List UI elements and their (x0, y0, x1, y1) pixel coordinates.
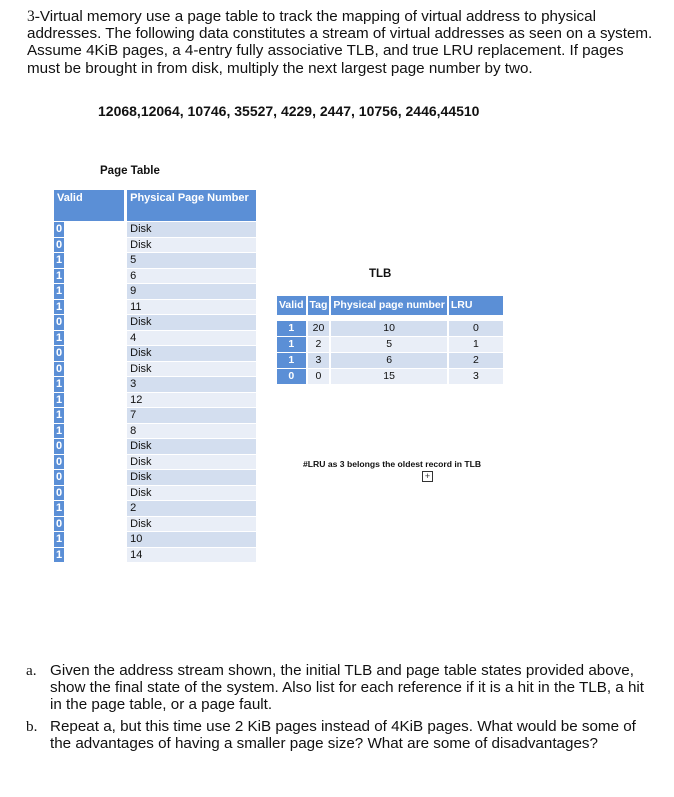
page-table-gap (64, 253, 124, 269)
page-table-gap (64, 424, 124, 440)
expand-icon[interactable]: + (422, 471, 433, 482)
page-table-ppn-cell: 3 (124, 377, 256, 393)
page-table-gap (64, 362, 124, 378)
page-table-ppn-cell: Disk (124, 362, 256, 378)
page-table-gap (64, 408, 124, 424)
tlb-row (277, 352, 505, 368)
tlb-tag-cell: 3 (308, 352, 332, 368)
page-table-ppn-cell: Disk (124, 486, 256, 502)
page-table-valid-cell: 0 (54, 470, 64, 486)
page-table-ppn-cell: 8 (124, 424, 256, 440)
problem-text: Virtual memory use a page table to track the mapping of virtual address to physical addresses. The following data constitutes a stream of virtual addresses as seen on a system. Assume 4KiB pages, a 4-entry fully associative TLB, and true LRU replacement. If pages must be brought in from disk, multiply the next largest page number by two. (27, 8, 653, 77)
problem-statement (27, 8, 657, 77)
tlb-ppn-cell: 15 (331, 368, 448, 384)
page-table-row (54, 346, 256, 362)
page-table-ppn-header: Physical Page Number (124, 190, 256, 222)
page-table-valid-cell: 0 (54, 315, 64, 331)
page-table-row (54, 377, 256, 393)
page-table-ppn-cell: 6 (124, 269, 256, 285)
page-table-row (54, 269, 256, 285)
page-table-valid-cell: 1 (54, 393, 64, 409)
page-table-ppn-cell: Disk (124, 315, 256, 331)
tlb-body (277, 315, 505, 384)
page-table-gap (64, 486, 124, 502)
page-table-row (54, 532, 256, 548)
page-table-row (54, 439, 256, 455)
page-table-row (54, 253, 256, 269)
tlb-row (277, 368, 505, 384)
page-table-valid-cell: 0 (54, 222, 64, 238)
page-table-valid-cell: 0 (54, 238, 64, 254)
tlb-table (277, 296, 505, 384)
tlb-valid-cell: 1 (277, 352, 308, 368)
problem-number: 3- (27, 8, 40, 25)
tlb-lru-cell: 1 (449, 336, 505, 352)
page-table-row (54, 408, 256, 424)
page-table-valid-cell: 0 (54, 439, 64, 455)
page-table-valid-cell: 1 (54, 331, 64, 347)
tlb-lru-cell: 3 (449, 368, 505, 384)
page-table-row (54, 486, 256, 502)
tlb-valid-cell: 1 (277, 336, 308, 352)
page-table-row (54, 331, 256, 347)
question-b (26, 718, 656, 752)
page-table-valid-cell: 0 (54, 517, 64, 533)
page-table-row (54, 362, 256, 378)
page-table-valid-cell: 1 (54, 408, 64, 424)
page-table-valid-cell: 0 (54, 362, 64, 378)
page-table-gap (64, 238, 124, 254)
page-table-ppn-cell: 2 (124, 501, 256, 517)
page-table-row (54, 300, 256, 316)
tlb-tag-cell: 2 (308, 336, 332, 352)
page-table-ppn-cell: Disk (124, 439, 256, 455)
page-table-gap (64, 439, 124, 455)
tlb-row (277, 336, 505, 352)
page-table-ppn-cell: Disk (124, 222, 256, 238)
page-table-ppn-cell: Disk (124, 455, 256, 471)
tlb-ppn-cell: 10 (331, 320, 448, 336)
page-table-ppn-cell: Disk (124, 517, 256, 533)
page-table-row (54, 222, 256, 238)
page-table-body (54, 222, 256, 563)
question-a-text: Given the address stream shown, the initial TLB and page table states provided above, show the final state of the system. Also list for each reference if it is a hit in the TLB, a hit in the page table, or a page fault. (50, 662, 645, 714)
page-table-gap (64, 269, 124, 285)
page-table-row (54, 284, 256, 300)
page-table-gap (64, 548, 124, 564)
lru-note: #LRU as 3 belongs the oldest record in TLB (303, 459, 482, 469)
page-table-row (54, 501, 256, 517)
question-a (26, 662, 656, 714)
tlb-tag-header: Tag (308, 296, 332, 315)
tlb-valid-header: Valid (277, 296, 308, 315)
page-table-ppn-cell: Disk (124, 238, 256, 254)
page-table-ppn-cell: Disk (124, 470, 256, 486)
page-table-valid-cell: 1 (54, 300, 64, 316)
page-table-gap (64, 501, 124, 517)
address-stream: 12068,12064, 10746, 35527, 4229, 2447, 10756, 2446,44510 (98, 103, 480, 119)
page-table-title: Page Table (100, 165, 160, 177)
page-table-ppn-cell: 7 (124, 408, 256, 424)
page-table-ppn-cell: Disk (124, 346, 256, 362)
tlb-tag-cell: 20 (308, 320, 332, 336)
page-table-valid-cell: 1 (54, 532, 64, 548)
page-table-valid-cell: 0 (54, 346, 64, 362)
page-table-gap (64, 222, 124, 238)
question-b-text: Repeat a, but this time use 2 KiB pages instead of 4KiB pages. What would be some of the advantages of having a smaller page size? What are some of disadvantages? (50, 718, 636, 753)
page-table-row (54, 238, 256, 254)
page-table-row (54, 393, 256, 409)
page-table-row (54, 315, 256, 331)
page-table-valid-header: Valid (54, 190, 124, 222)
page-table-gap (64, 455, 124, 471)
page-table-valid-cell: 1 (54, 377, 64, 393)
page-table-valid-cell: 1 (54, 253, 64, 269)
tlb-valid-cell: 0 (277, 368, 308, 384)
page-table-valid-cell: 1 (54, 284, 64, 300)
page-table-gap (64, 284, 124, 300)
page-table-gap (64, 300, 124, 316)
page-table-valid-cell: 1 (54, 424, 64, 440)
page-table-valid-cell: 1 (54, 269, 64, 285)
page-table-gap (64, 315, 124, 331)
tlb-tag-cell: 0 (308, 368, 332, 384)
question-b-label: b. (26, 718, 38, 735)
tlb-lru-cell: 0 (449, 320, 505, 336)
tlb-lru-header: LRU (449, 296, 505, 315)
tlb-ppn-cell: 6 (331, 352, 448, 368)
page-table-gap (64, 331, 124, 347)
page-table (54, 190, 256, 563)
page-table-gap (64, 470, 124, 486)
page-table-ppn-cell: 12 (124, 393, 256, 409)
tlb-ppn-cell: 5 (331, 336, 448, 352)
page-table-ppn-cell: 14 (124, 548, 256, 564)
page-table-row (54, 548, 256, 564)
page-table-ppn-cell: 11 (124, 300, 256, 316)
page-table-valid-cell: 0 (54, 455, 64, 471)
page-table-row (54, 455, 256, 471)
page-table-row (54, 517, 256, 533)
tlb-title: TLB (369, 268, 392, 280)
page-table-gap (64, 377, 124, 393)
page-table-ppn-cell: 9 (124, 284, 256, 300)
page-table-ppn-cell: 5 (124, 253, 256, 269)
page-table-valid-cell: 1 (54, 548, 64, 564)
tlb-ppn-header: Physical page number (331, 296, 448, 315)
page-table-valid-cell: 1 (54, 501, 64, 517)
page-table-valid-cell: 0 (54, 486, 64, 502)
page-table-ppn-cell: 4 (124, 331, 256, 347)
page-table-gap (64, 517, 124, 533)
page-table-ppn-cell: 10 (124, 532, 256, 548)
tlb-valid-cell: 1 (277, 320, 308, 336)
question-a-label: a. (26, 662, 37, 679)
tlb-lru-cell: 2 (449, 352, 505, 368)
page-table-gap (64, 346, 124, 362)
tlb-row (277, 320, 505, 336)
page-table-row (54, 470, 256, 486)
page-table-gap (64, 532, 124, 548)
page-table-row (54, 424, 256, 440)
page-table-gap (64, 393, 124, 409)
